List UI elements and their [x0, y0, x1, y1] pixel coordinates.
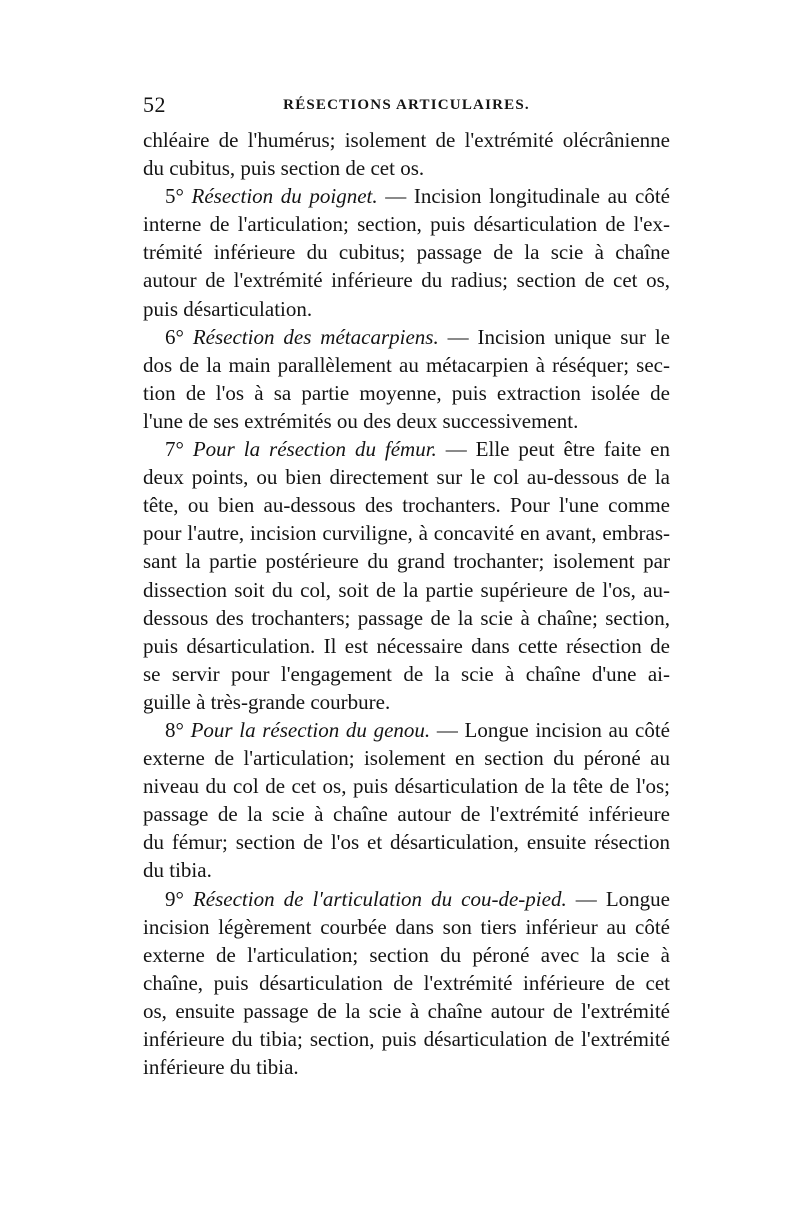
line-text: inférieure du tibia. — [143, 1055, 299, 1080]
text-line — [143, 969, 670, 997]
section-number: 5° — [165, 184, 192, 209]
text-line — [143, 604, 670, 632]
line-text: — Longue incision au côté — [430, 717, 670, 742]
section-number: 6° — [165, 324, 193, 349]
text-line — [143, 744, 670, 772]
line-text: dos de la main parallèlement au métacarpien à réséquer; sec- — [143, 352, 670, 377]
body-text — [143, 126, 670, 1081]
text-line — [143, 407, 670, 435]
line-text: interne de l'articulation; section, puis désarticulation de l'ex- — [143, 212, 670, 237]
section-heading-line — [143, 716, 670, 744]
line-text: sant la partie postérieure du grand trochanter; isolement par — [143, 549, 670, 574]
section-heading-line — [143, 885, 670, 913]
line-text: os, ensuite passage de la scie à chaîne autour de l'extrémité — [143, 998, 670, 1023]
line-text: deux points, ou bien directement sur le col au-dessous de la — [143, 465, 670, 490]
section-number: 7° — [165, 437, 193, 462]
section-title: Résection des métacarpiens. — [192, 324, 439, 349]
text-line — [143, 238, 670, 266]
line-text: trémité inférieure du cubitus; passage de la scie à chaîne — [143, 240, 670, 265]
section-heading-line — [143, 323, 670, 351]
text-line — [143, 800, 670, 828]
line-text: du cubitus, puis section de cet os. — [143, 156, 425, 181]
text-line — [143, 266, 670, 294]
text-line — [143, 491, 670, 519]
line-text: externe de l'articulation; isolement en section du péroné au — [143, 746, 670, 771]
page-header — [143, 92, 670, 122]
line-text: — Longue — [566, 886, 670, 911]
text-line — [143, 772, 670, 800]
line-text: autour de l'extrémité inférieure du radius; section de cet os, — [143, 268, 670, 293]
line-text: incision légèrement courbée dans son tiers inférieur au côté — [143, 914, 670, 939]
text-line — [143, 632, 670, 660]
line-text: tion de l'os à sa partie moyenne, puis extraction isolée de — [143, 380, 670, 405]
line-text: puis désarticulation. — [143, 296, 313, 321]
line-text: chléaire de l'humérus; isolement de l'extrémité olécrânienne — [143, 128, 670, 152]
section-heading-line — [143, 182, 670, 210]
line-text: — Incision longitudinale au côté — [377, 184, 670, 209]
text-line — [143, 351, 670, 379]
line-text: inférieure du tibia; section, puis désarticulation de l'extrémité — [143, 1027, 670, 1051]
section-heading-line — [143, 435, 670, 463]
section-title: Résection du poignet. — [191, 184, 378, 209]
section-title: Pour la résection du genou. — [190, 717, 431, 742]
line-text: du fémur; section de l'os et désarticulation, ensuite résection — [143, 830, 670, 855]
line-text: se servir pour l'engagement de la scie à chaîne d'une ai- — [143, 661, 670, 686]
line-text: passage de la scie à chaîne autour de l'extrémité inférieure — [143, 802, 670, 827]
text-line — [143, 154, 670, 182]
text-line — [143, 519, 670, 547]
line-text: du tibia. — [143, 858, 212, 883]
text-line — [143, 126, 670, 154]
section-number: 9° — [165, 886, 193, 911]
text-line — [143, 210, 670, 238]
text-line — [143, 295, 670, 323]
text-line — [143, 828, 670, 856]
text-line — [143, 1053, 670, 1081]
line-text: pour l'autre, incision curviligne, à concavité en avant, embras- — [143, 521, 670, 546]
text-line — [143, 660, 670, 688]
text-line — [143, 913, 670, 941]
text-line — [143, 463, 670, 491]
line-text: puis désarticulation. Il est nécessaire dans cette résection de — [143, 633, 670, 658]
line-text: externe de l'articulation; section du péroné avec la scie à — [143, 942, 670, 967]
line-text: dessous des trochanters; passage de la scie à chaîne; section, — [143, 605, 670, 630]
line-text: tête, ou bien au-dessous des trochanters. Pour l'une comme — [143, 493, 670, 518]
line-text: dissection soit du col, soit de la partie supérieure de l'os, au- — [143, 577, 670, 602]
line-text: guille à très-grande courbure. — [143, 689, 391, 714]
text-line — [143, 379, 670, 407]
line-text: l'une de ses extrémités ou des deux successivement. — [143, 408, 579, 433]
line-text: — Elle peut être faite en — [436, 437, 670, 462]
text-line — [143, 1025, 670, 1053]
running-head: RÉSECTIONS ARTICULAIRES. — [283, 97, 530, 113]
text-line — [143, 688, 670, 716]
page-number: 52 — [143, 92, 166, 117]
text-line — [143, 547, 670, 575]
line-text: — Incision unique sur le — [438, 324, 670, 349]
section-title: Résection de l'articulation du cou-de-pied. — [192, 886, 567, 911]
section-title: Pour la résection du fémur. — [192, 437, 437, 462]
text-line — [143, 576, 670, 604]
text-line — [143, 941, 670, 969]
section-number: 8° — [165, 717, 191, 742]
line-text: chaîne, puis désarticulation de l'extrémité inférieure de cet — [143, 970, 670, 995]
text-line — [143, 856, 670, 884]
line-text: niveau du col de cet os, puis désarticulation de la tête de l'os; — [143, 774, 670, 799]
text-line — [143, 997, 670, 1025]
